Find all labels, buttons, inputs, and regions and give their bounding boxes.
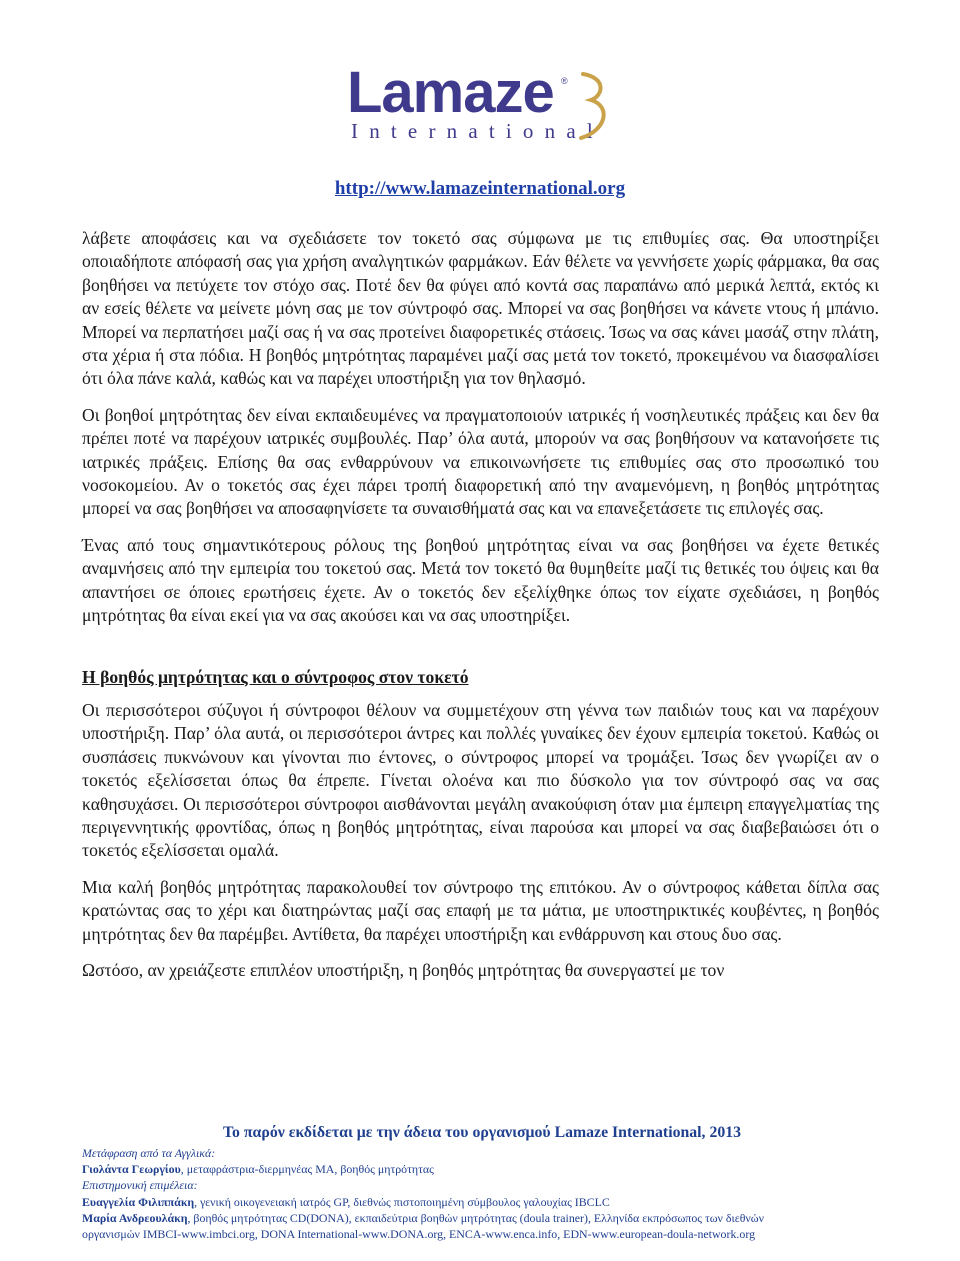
paragraph-4: Οι περισσότεροι σύζυγοι ή σύντροφοι θέλουν να συμμετέχουν στη γέννα των παιδιών τους και να παρέχουν υποστήριξη. Παρ’ όλα αυτά, οι περισσότεροι άντρες και πολλές γυναίκες δεν έχουν εμπειρία τοκετού. Καθώς οι συσπάσεις πυκνώνουν και γίνονται πιο έντονες, ο σύντροφος μπορεί να τρομάξει. Ίσως δεν γνωρίζει αν ο τοκετός εξελίσσεται όπως θα έπρεπε. Γίνεται ολοένα και πιο δύσκολο για τον σύντροφό σας να σας καθησυχάσει. Οι περισσότεροι σύντροφοι αισθάνονται μεγάλη ανακούφιση όταν μια έμπειρη επαγγελματίας της περιγεννητικής φροντίδας, όπως η βοηθός μητρότητας, είναι παρούσα και μπορεί να σας διαβεβαιώσει ότι ο τοκετός εξελίσσεται ομαλά. [82, 699, 879, 861]
website-url-link[interactable]: http://www.lamazeinternational.org [334, 178, 626, 199]
footer-review-label: Επιστημονική επιμέλεια: [82, 1178, 198, 1193]
footer-translator-name: Γιολάντα Γεωργίου [82, 1162, 181, 1177]
footer-reviewer1-name: Ευαγγελία Φιλιππάκη [82, 1194, 195, 1209]
footer-translation-label: Μετάφραση από τα Αγγλικά: [82, 1146, 216, 1160]
footer-orgs-line: οργανισμών IMBCI-www.imbci.org, DONA International-www.DONA.org, ENCA-www.enca.info, EDN-www.european-doula-network.org [82, 1227, 756, 1242]
section-heading: Η βοηθός μητρότητας και ο σύντροφος στον τοκετό [82, 666, 469, 687]
lamaze-logo [345, 62, 625, 172]
document-body [82, 227, 879, 995]
footer-permission: Το παρόν εκδίδεται με την άδεια του οργανισμού Lamaze International, 2013 [222, 1124, 742, 1141]
logo-subtitle: International [351, 119, 604, 143]
paragraph-1: λάβετε αποφάσεις και να σχεδιάσετε τον τοκετό σας σύμφωνα με τις επιθυμίες σας. Θα υποστηρίξει οποιαδήποτε απόφασή σας για χρήση αναλγητικών φαρμάκων. Εάν θέλετε να γεννήσετε χωρίς φάρμακα, θα σας βοηθήσει να πετύχετε τον στόχο σας. Ποτέ δεν θα φύγει από κοντά σας παραπάνω από μερικά λεπτά, εκτός κι αν εσείς θέλετε να μείνετε μόνη σας με τον σύντροφό σας. Μπορεί να σας βοηθήσει να κάνετε ντους ή μπάνιο. Μπορεί να περπατήσει μαζί σας ή να σας προτείνει διαφορετικές στάσεις. Ίσως να σας κάνει μασάζ στην πλάτη, στα χέρια ή στα πόδια. Η βοηθός μητρότητας παραμένει μαζί σας μετά τον τοκετό, προκειμένου να διασφαλίσει ότι όλα πάνε καλά, καθώς και να παρέχει υποστήριξη για τον θηλασμό. [82, 228, 879, 389]
paragraph-5: Μια καλή βοηθός μητρότητας παρακολουθεί τον σύντροφο της επιτόκου. Αν ο σύντροφος κάθεται δίπλα σας κρατώντας σας το χέρι και διατηρώντας μαζί σας επαφή με τα μάτια, με υποστηρικτικές κουβέντες, η βοηθός μητρότητας δεν θα παρέμβει. Αντίθετα, θα παρέχει υποστήριξη και ενθάρρυνση και στους δυο σας. [82, 876, 879, 944]
logo-registered-mark: ® [561, 76, 568, 86]
footer-translator-line [82, 1161, 882, 1177]
footer-reviewer2-desc: , βοηθός μητρότητας CD(DONA), εκπαιδεύτρια βοηθών μητρότητας (doula trainer), Ελληνίδα εκπρόσωπος των διεθνών [187, 1210, 764, 1225]
footer-reviewer1-desc: , γενική οικογενειακή ιατρός GP, διεθνώς πιστοποιημένη σύμβουλος γαλουχίας IBCLC [194, 1194, 610, 1209]
logo-word: Lamaze [347, 62, 554, 125]
footer-translator-desc: , μεταφράστρια-διερμηνέας ΜΑ, βοηθός μητρότητας [180, 1162, 434, 1177]
lamaze-logo-graphic [345, 62, 625, 172]
paragraph-3: Ένας από τους σημαντικότερους ρόλους της βοηθού μητρότητας είναι να σας βοηθήσει να έχετε θετικές αναμνήσεις από την εμπειρία του τοκετού σας. Μετά τον τοκετό θα θυμηθείτε μαζί τις θετικές του όψεις και θα απαντήσει σε όποιες ερωτήσεις έχετε. Αν ο τοκετός δεν εξελίχθηκε όπως τον είχατε σχεδιάσει, η βοηθός μητρότητας θα είναι εκεί για να σας ακούσει και να σας υποστηρίξει. [82, 534, 879, 626]
footer-reviewer2-line [82, 1210, 882, 1226]
paragraph-6: Ωστόσο, αν χρειάζεστε επιπλέον υποστήριξη, η βοηθός μητρότητας θα συνεργαστεί με τον [82, 959, 725, 980]
footer-reviewer1-line [82, 1194, 882, 1210]
paragraph-2: Οι βοηθοί μητρότητας δεν είναι εκπαιδευμένες να πραγματοποιούν ιατρικές ή νοσηλευτικές πράξεις και δεν θα πρέπει ποτέ να παρέχουν ιατρικές συμβουλές. Παρ’ όλα αυτά, μπορούν να σας βοηθήσουν να κατανοήσετε τις ιατρικές πράξεις. Επίσης θα σας ενθαρρύνουν να επικοινωνήσετε τις επιθυμίες σας στο προσωπικό του νοσοκομείου. Αν ο τοκετός σας έχει πάρει τροπή διαφορετική από την αναμενόμενη, η βοηθός μητρότητας μπορεί να σας βοηθήσει να αποσαφηνίσετε τα συναισθήματά σας και να επανεξετάσετε τις επιλογές σας. [82, 404, 879, 519]
footer-reviewer2-name: Μαρία Ανδρεουλάκη [82, 1210, 188, 1225]
page-footer [82, 1124, 882, 1242]
